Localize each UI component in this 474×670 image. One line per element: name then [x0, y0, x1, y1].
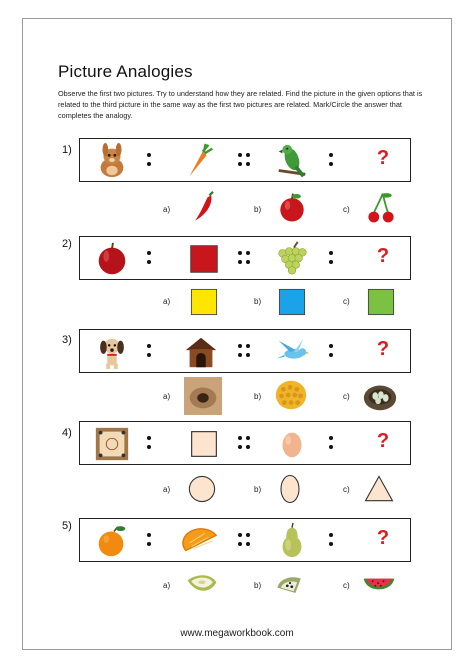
analogy-colon	[329, 251, 333, 267]
yellow-square-icon[interactable]	[186, 284, 222, 320]
option-label: a)	[163, 485, 171, 494]
analogy-colon	[147, 251, 151, 267]
carrot-icon	[180, 142, 218, 180]
square-outline-icon	[185, 425, 223, 463]
bird-icon	[273, 333, 311, 371]
option-label: a)	[163, 297, 171, 306]
red-square-icon	[185, 240, 223, 278]
analogy-colon	[147, 436, 151, 452]
question-mark: ?	[376, 245, 390, 267]
apple-icon	[93, 240, 131, 278]
analogy-colon	[147, 344, 151, 360]
nest-icon[interactable]	[361, 377, 399, 415]
footer-website: www.megaworkbook.com	[180, 628, 294, 639]
option-label: c)	[343, 297, 350, 306]
carrom-board-icon	[93, 425, 131, 463]
burrow-icon[interactable]	[184, 377, 222, 415]
question-row-2	[79, 236, 411, 280]
watermelon-slice-icon[interactable]	[361, 566, 397, 602]
analogy-double-colon	[238, 436, 250, 452]
orange-slice-icon	[182, 522, 220, 560]
question-number: 3)	[62, 334, 72, 346]
pear-slice-icon[interactable]	[184, 566, 220, 602]
question-number: 1)	[62, 144, 72, 156]
cherries-icon[interactable]	[363, 190, 399, 226]
option-label: b)	[254, 297, 262, 306]
analogy-double-colon	[238, 251, 250, 267]
doghouse-icon	[182, 333, 220, 371]
analogy-colon	[147, 153, 151, 169]
question-number: 4)	[62, 427, 72, 439]
chili-icon[interactable]	[186, 190, 222, 226]
pear-icon	[273, 522, 311, 560]
option-label: b)	[254, 485, 262, 494]
question-mark: ?	[376, 527, 390, 549]
analogy-colon	[329, 533, 333, 549]
question-mark: ?	[376, 430, 390, 452]
analogy-double-colon	[238, 533, 250, 549]
question-number: 2)	[62, 238, 72, 250]
apple-icon[interactable]	[274, 190, 310, 226]
analogy-double-colon	[238, 344, 250, 360]
rabbit-icon	[93, 142, 131, 180]
circle-outline-icon[interactable]	[184, 471, 220, 507]
option-label: a)	[163, 581, 171, 590]
instructions-text: Observe the first two pictures. Try to understand how they are related. Find the picture in the given options that is related to the third picture in the same way as the first two pictures are related. Mark/Circle the answer that completes the analogy.	[58, 89, 423, 120]
oval-outline-icon[interactable]	[272, 471, 308, 507]
option-label: a)	[163, 392, 171, 401]
option-label: b)	[254, 205, 262, 214]
custard-apple-slice-icon[interactable]	[272, 566, 308, 602]
option-label: b)	[254, 392, 262, 401]
analogy-colon	[329, 436, 333, 452]
option-label: c)	[343, 392, 350, 401]
dog-icon	[93, 333, 131, 371]
option-label: c)	[343, 485, 350, 494]
question-number: 5)	[62, 520, 72, 532]
option-label: a)	[163, 205, 171, 214]
page-title: Picture Analogies	[58, 62, 193, 81]
blue-square-icon[interactable]	[274, 284, 310, 320]
triangle-outline-icon[interactable]	[361, 471, 397, 507]
analogy-colon	[329, 153, 333, 169]
beehive-icon[interactable]	[272, 376, 310, 414]
parrot-icon	[273, 142, 311, 180]
question-row-4	[79, 421, 411, 465]
grapes-icon	[273, 240, 311, 278]
question-mark: ?	[376, 338, 390, 360]
green-square-icon[interactable]	[363, 284, 399, 320]
analogy-double-colon	[238, 153, 250, 169]
option-label: c)	[343, 205, 350, 214]
analogy-colon	[147, 533, 151, 549]
orange-icon	[93, 522, 131, 560]
analogy-colon	[329, 344, 333, 360]
option-label: c)	[343, 581, 350, 590]
question-row-1	[79, 138, 411, 182]
egg-icon	[273, 425, 311, 463]
question-mark: ?	[376, 147, 390, 169]
question-row-3	[79, 329, 411, 373]
question-row-5	[79, 518, 411, 562]
option-label: b)	[254, 581, 262, 590]
